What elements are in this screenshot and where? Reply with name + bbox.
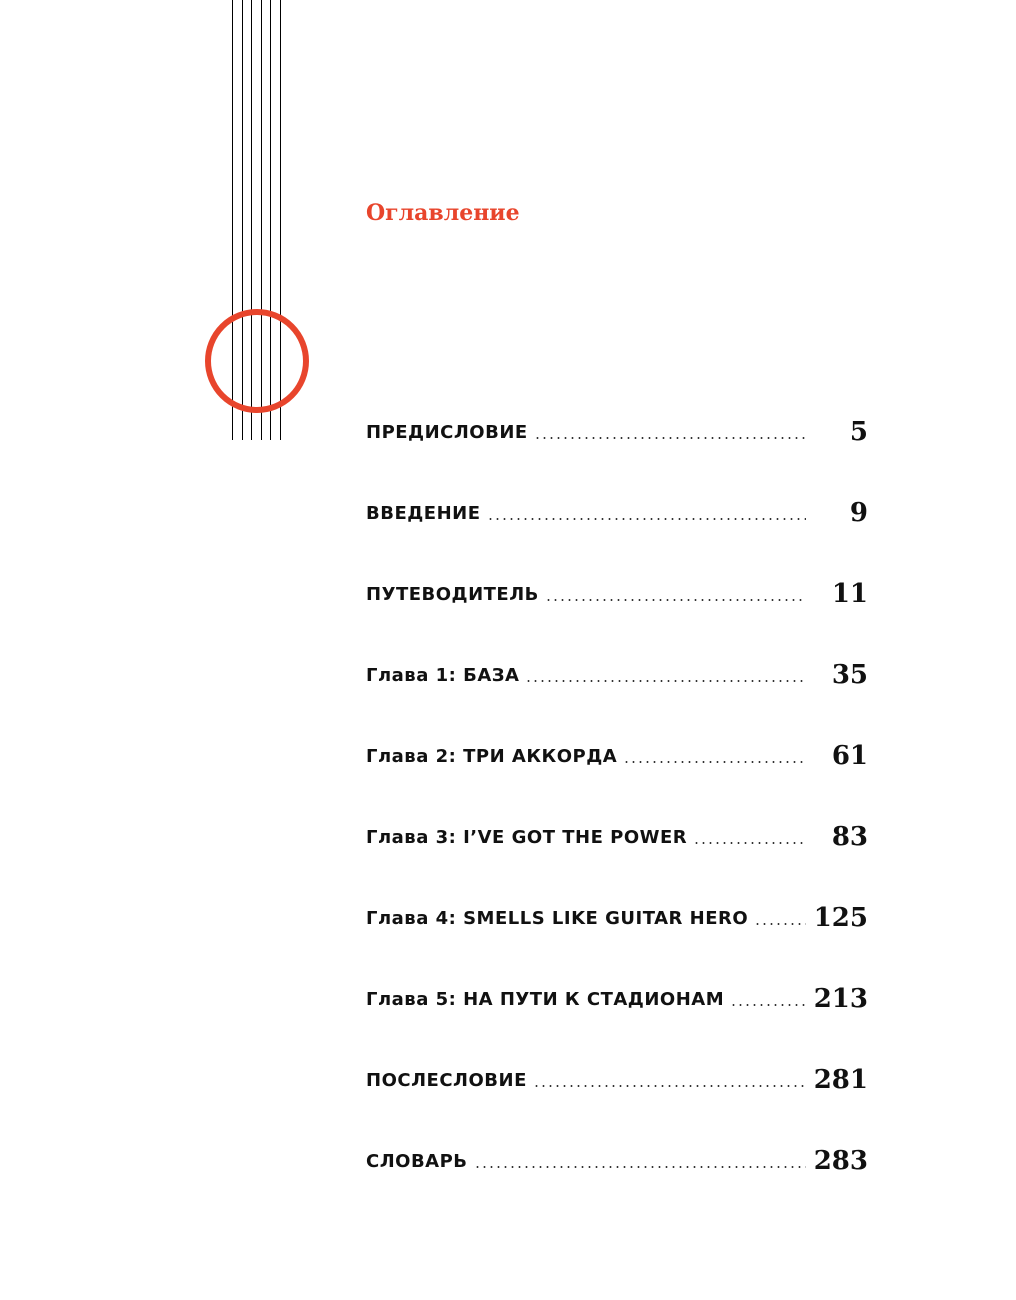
toc-entry[interactable] [366,818,868,852]
toc-entry[interactable] [366,413,868,447]
toc-entry-label: ПРЕДИСЛОВИЕ [366,422,528,443]
toc-entry-label: ПУТЕВОДИТЕЛЬ [366,584,539,605]
toc-entry-page: 283 [813,1146,868,1176]
toc-entry[interactable] [366,575,868,609]
toc-entry-label: ПОСЛЕСЛОВИЕ [366,1070,527,1091]
toc-entry-label: Глава 1: БАЗА [366,665,520,686]
dot-leader [533,1085,806,1087]
dot-leader [545,599,806,601]
toc-entry-label: СЛОВАРЬ [366,1151,468,1172]
toc-entry-page: 35 [831,660,868,690]
toc-entry-page: 5 [849,417,868,447]
toc-entry[interactable] [366,737,868,771]
toc-entry-label: Глава 5: НА ПУТИ К СТАДИОНАМ [366,989,725,1010]
toc-entry[interactable] [366,1142,868,1176]
dot-leader [623,761,806,763]
toc-entry-label: ВВЕДЕНИЕ [366,503,481,524]
dot-leader [534,437,806,439]
dot-leader [730,1004,806,1006]
toc-entry[interactable] [366,899,868,933]
toc-entry[interactable] [366,980,868,1014]
toc-entry[interactable] [366,1061,868,1095]
soundhole-ring-icon [205,309,309,413]
toc-entry-label: Глава 4: SMELLS LIKE GUITAR HERO [366,908,749,929]
toc-entry[interactable] [366,494,868,528]
toc-entry-page: 213 [813,984,868,1014]
toc-entry-page: 61 [831,741,868,771]
toc-entry-label: Глава 3: I’VE GOT THE POWER [366,827,688,848]
dot-leader [525,680,806,682]
toc-entry-page: 281 [813,1065,868,1095]
page-title: Оглавление [366,200,520,226]
toc-entry-label: Глава 2: ТРИ АККОРДА [366,746,618,767]
toc-entry[interactable] [366,656,868,690]
dot-leader [487,518,807,520]
toc-entry-page: 125 [813,903,868,933]
dot-leader [754,923,806,925]
toc-entry-page: 83 [831,822,868,852]
toc-entry-page: 9 [849,498,868,528]
dot-leader [474,1166,806,1168]
dot-leader [693,842,806,844]
toc-entry-page: 11 [831,579,868,609]
